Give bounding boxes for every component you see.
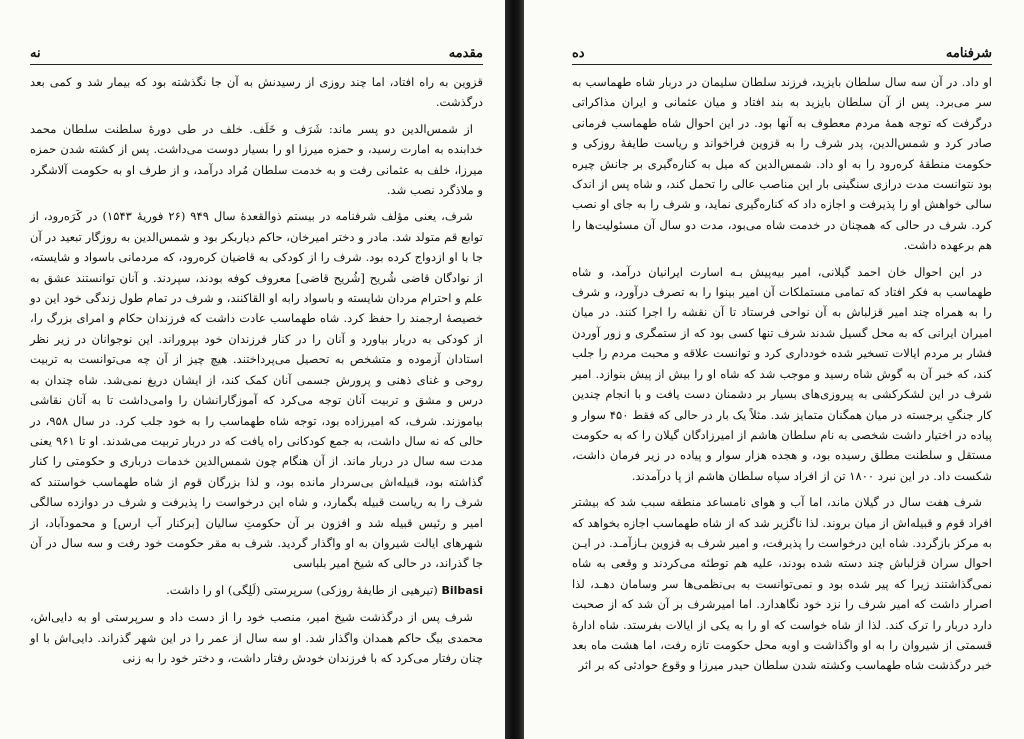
paragraph-text: (تیرهیی از طایفهٔ روزکی) سرپرستی (لَلِگی) او را داشت. bbox=[166, 582, 438, 597]
left-page bbox=[0, 0, 505, 739]
paragraph: او داد. در آن سه سال سلطان بایزید، فرزند سلطان سلیمان در دربار شاه طهماسب به سر می‌برد. پس از آن سلطان بایزید به بند افتاد و میان عثمانی و ایران مذاکراتی درگرفت که توجه همهٔ مردم معطوف به آنها بود. در این احوال شاه طهماسب فرمانی صادر کرد و شمس‌الدین، پدر شرف را به قزوین فراخواند و ریاست طایفهٔ روزکی و حکومت منطقهٔ کره‌رود را به او داد. شمس‌الدین که میل به کناره‌گیری بر جانش چیره بود نتوانست مدت درازی سنگینی بار این مناصب عالی را تحمل کند، و شاه پس از اندک سالی خواهش او را پذیرفت و اجازه داد که کناره‌گیری نماید، و شرف را به جای او نصب کرد. شرف در حالی که همچنان در خدمت شاه می‌بود، مدت دو سال آن مسئولیت‌ها را هم برعهده داشت. bbox=[572, 75, 992, 253]
left-page-body bbox=[30, 72, 483, 674]
left-page-title: مقدمه bbox=[448, 46, 483, 61]
right-page bbox=[524, 0, 1024, 739]
right-page-number: ده bbox=[572, 46, 585, 61]
paragraph: قزوین به راه افتاد، اما چند روزی از رسیدنش به آن جا نگذشته بود که بیمار شد و کمی بعد درگذشت. bbox=[30, 75, 483, 110]
paragraph: در این احوال خان احمد گیلانی، امیر بیه‌پیش بـه اسارت ایرانیان درآمد، و شاه طهماسب به فکر افتاد که تمامی مستملکات آن امیر بینوا را به تصرف درآورد، و شرف را به همراه چند امیر قزلباش به آن نواحی فرستاد تا آن نقشه را اجرا کنند. در میان امیران ایرانی که به محل گسیل شدند شرف تنها کسی بود که از ستمگری و زور آوردن فشار بر مردم ایالات تسخیر شده خودداری کرد و توانست علاقه و محبت مردم را جلب کند، که خبر آن به گوش شاه رسید و موجب شد که شاه او را بیش از پیش بنوازد. امیر شرف در این لشکرکشی به پیروزی‌های بسیار بر دشمنان دست یافت و با انجام چندین کار جنگیِ برجسته در میان همگنان متمایز شد. مثلاً یک بار در حالی که فقط ۴۵۰ سوار و پیاده در اختیار داشت شخصی به نام سلطان هاشم از امیرزادگان گیلان را که به حکومت مستقل و سلطنت مطلق رسیده بود، و هجده هزار سوار و پیاده در زیر فرمان داشت، شکست داد. در این نبرد ۱۸۰۰ تن از افراد سپاه سلطان هاشم از پا درآمدند. bbox=[572, 264, 992, 483]
right-page-title: شرفنامه bbox=[945, 46, 992, 61]
paragraph: شرف، یعنی مؤلف شرفنامه در بیستم ذوالقعدهٔ سال ۹۴۹ (۲۶ فوریهٔ ۱۵۴۳) در کَرَه‌رود، از توابع قم متولد شد. مادر و دختر امیرخان، حاکم دیاربکر بود و شمس‌الدین به روزگار تبعید در آن جا با او ازدواج کرده بود. شرف را از کودکی به قاضیان کره‌رود، که مردمانی باسواد و شایسته، از نوادگان قاضی شُریح [شُریح قاضی] معروف کوفه بودند، سپردند. و آنان توانستند عشق به علم و احترام مردان شایسته و باسواد رابه او القاکنند، و شرف در تمام طول زندگی خود این دو خصیصهٔ ارجمند را حفظ کرد. شاه طهماسب عادت داشت که فرزندان حکام و امرای بزرگ را، از کودکی به دربار بیاورد و آنان را در کنار فرزندان خود بپروراند. این نوجوانان در زیر نظر استادان آزموده و متشخص به تحصیل می‌پرداختند. هیچ چیز از آن چه می‌توانست به تربیت روحی و غنای ذهنی و پرورش جسمی آنان کمک کند، از ایشان دریغ نمی‌شد. شاه چندان به درس و مشق و تربیت آنان توجه می‌کرد که آموزگارانشان را وامی‌داشت تا به آنان نقاشی بیاموزند. شرف، که امیرزاده بود، توجه شاه طهماسب را به خود جلب کرد. در سال ۹۵۸، در حالی که نه سال داشت، به جمع کودکانی راه یافت که در دربار تربیت می‌شدند. او تا ۹۶۱ یعنی مدت سه سال در دربار ماند. از آن هنگام چون شمس‌الدین خدمات درباری و حکومتی را کنار گذاشته بود، قبیله‌اش بی‌سردار مانده بود، و لذا بزرگان قوم از شاه طهماسب خواستند که شرف را به ریاست قبیله بگمارد، و شاه این درخواست را پذیرفت و شرف در دوازده سالگی امیر و رئیس قبیله شد و افزون بر آن حکومتِ سالیان [برکنار آب ارس] و محمودآباد، از شهرهای ایالت شیروان به او واگذار گردید. شرف به مقر حکومت خود رفت و سه سال در آن جا گذراند، در حالی که شیخ امیر بلباسی bbox=[30, 209, 483, 571]
book-gutter bbox=[505, 0, 524, 739]
left-page-header bbox=[30, 44, 483, 65]
left-page-number: نه bbox=[30, 46, 41, 61]
paragraph: از شمس‌الدین دو پسر ماند: شَرَف و خَلَف. خلف در طی دورهٔ سلطنت سلطان محمد خدابنده به امارت رسید، و حمزه میرزا او را بسیار دوست می‌داشت. پس از کشته شدن حمزه میرزا، خلف به عثمانی رفت و به خدمت سلطان مُراد درآمد، و از طرف او به حکومت آلاشگرد و ملاذگرد نصب شد. bbox=[30, 121, 483, 198]
latin-term: Bilbasi bbox=[441, 583, 483, 597]
paragraph: شرف هفت سال در گیلان ماند، اما آب و هوای نامساعد منطقه سبب شد که بیشتر افراد قوم و قبیله‌اش از میان بروند. لذا ناگزیر شد که از شاه طهماسب اجازه بخواهد که به مرکز بازگردد. شاه این درخواست را پذیرفت، و امیر شرف به قزوین بـازآمـد. در ایـن احوال سران قزلباش چند دسته شده بودند، علیه هم توطئه می‌کردند و وقعی به شاه نمی‌گذاشتند زیرا که پیر شده بود و نمی‌توانست به بی‌نظمی‌ها سر وسامان دهـد، لذا اصرار داشت که امیر شرف را نزد خود نگاهدارد. اما امیرشرف بر آن شد که از صحبت دارد دربار را ترک کند. لذا از شاه خواست که او را به یکی از ایالات بفرستد. شاه ادارهٔ قسمتی از شیروان را به او واگذاشت و اوبه محل حکومت تازه رفت، اما هشت ماه بعد خبر درگذشت شاه طهماسب وکشته شدن سلطان حیدر میرزا و وقوع حوادثی که بر اثر bbox=[572, 495, 992, 673]
paragraph: شرف پس از درگذشت شیخ امیر، منصب خود را از دست داد و سرپرستی او به دایی‌اش، محمدی بیگ حاکم همدان واگذار شد. او سه سال از عمر را در این شهر گذراند. دایی‌اش با او چنان رفتار می‌کرد که با فرزندان خودش رفتار داشت، و دختر خود را به زنی bbox=[30, 610, 483, 665]
right-page-body bbox=[572, 72, 992, 682]
paragraph bbox=[30, 580, 483, 601]
right-page-header bbox=[572, 44, 992, 65]
